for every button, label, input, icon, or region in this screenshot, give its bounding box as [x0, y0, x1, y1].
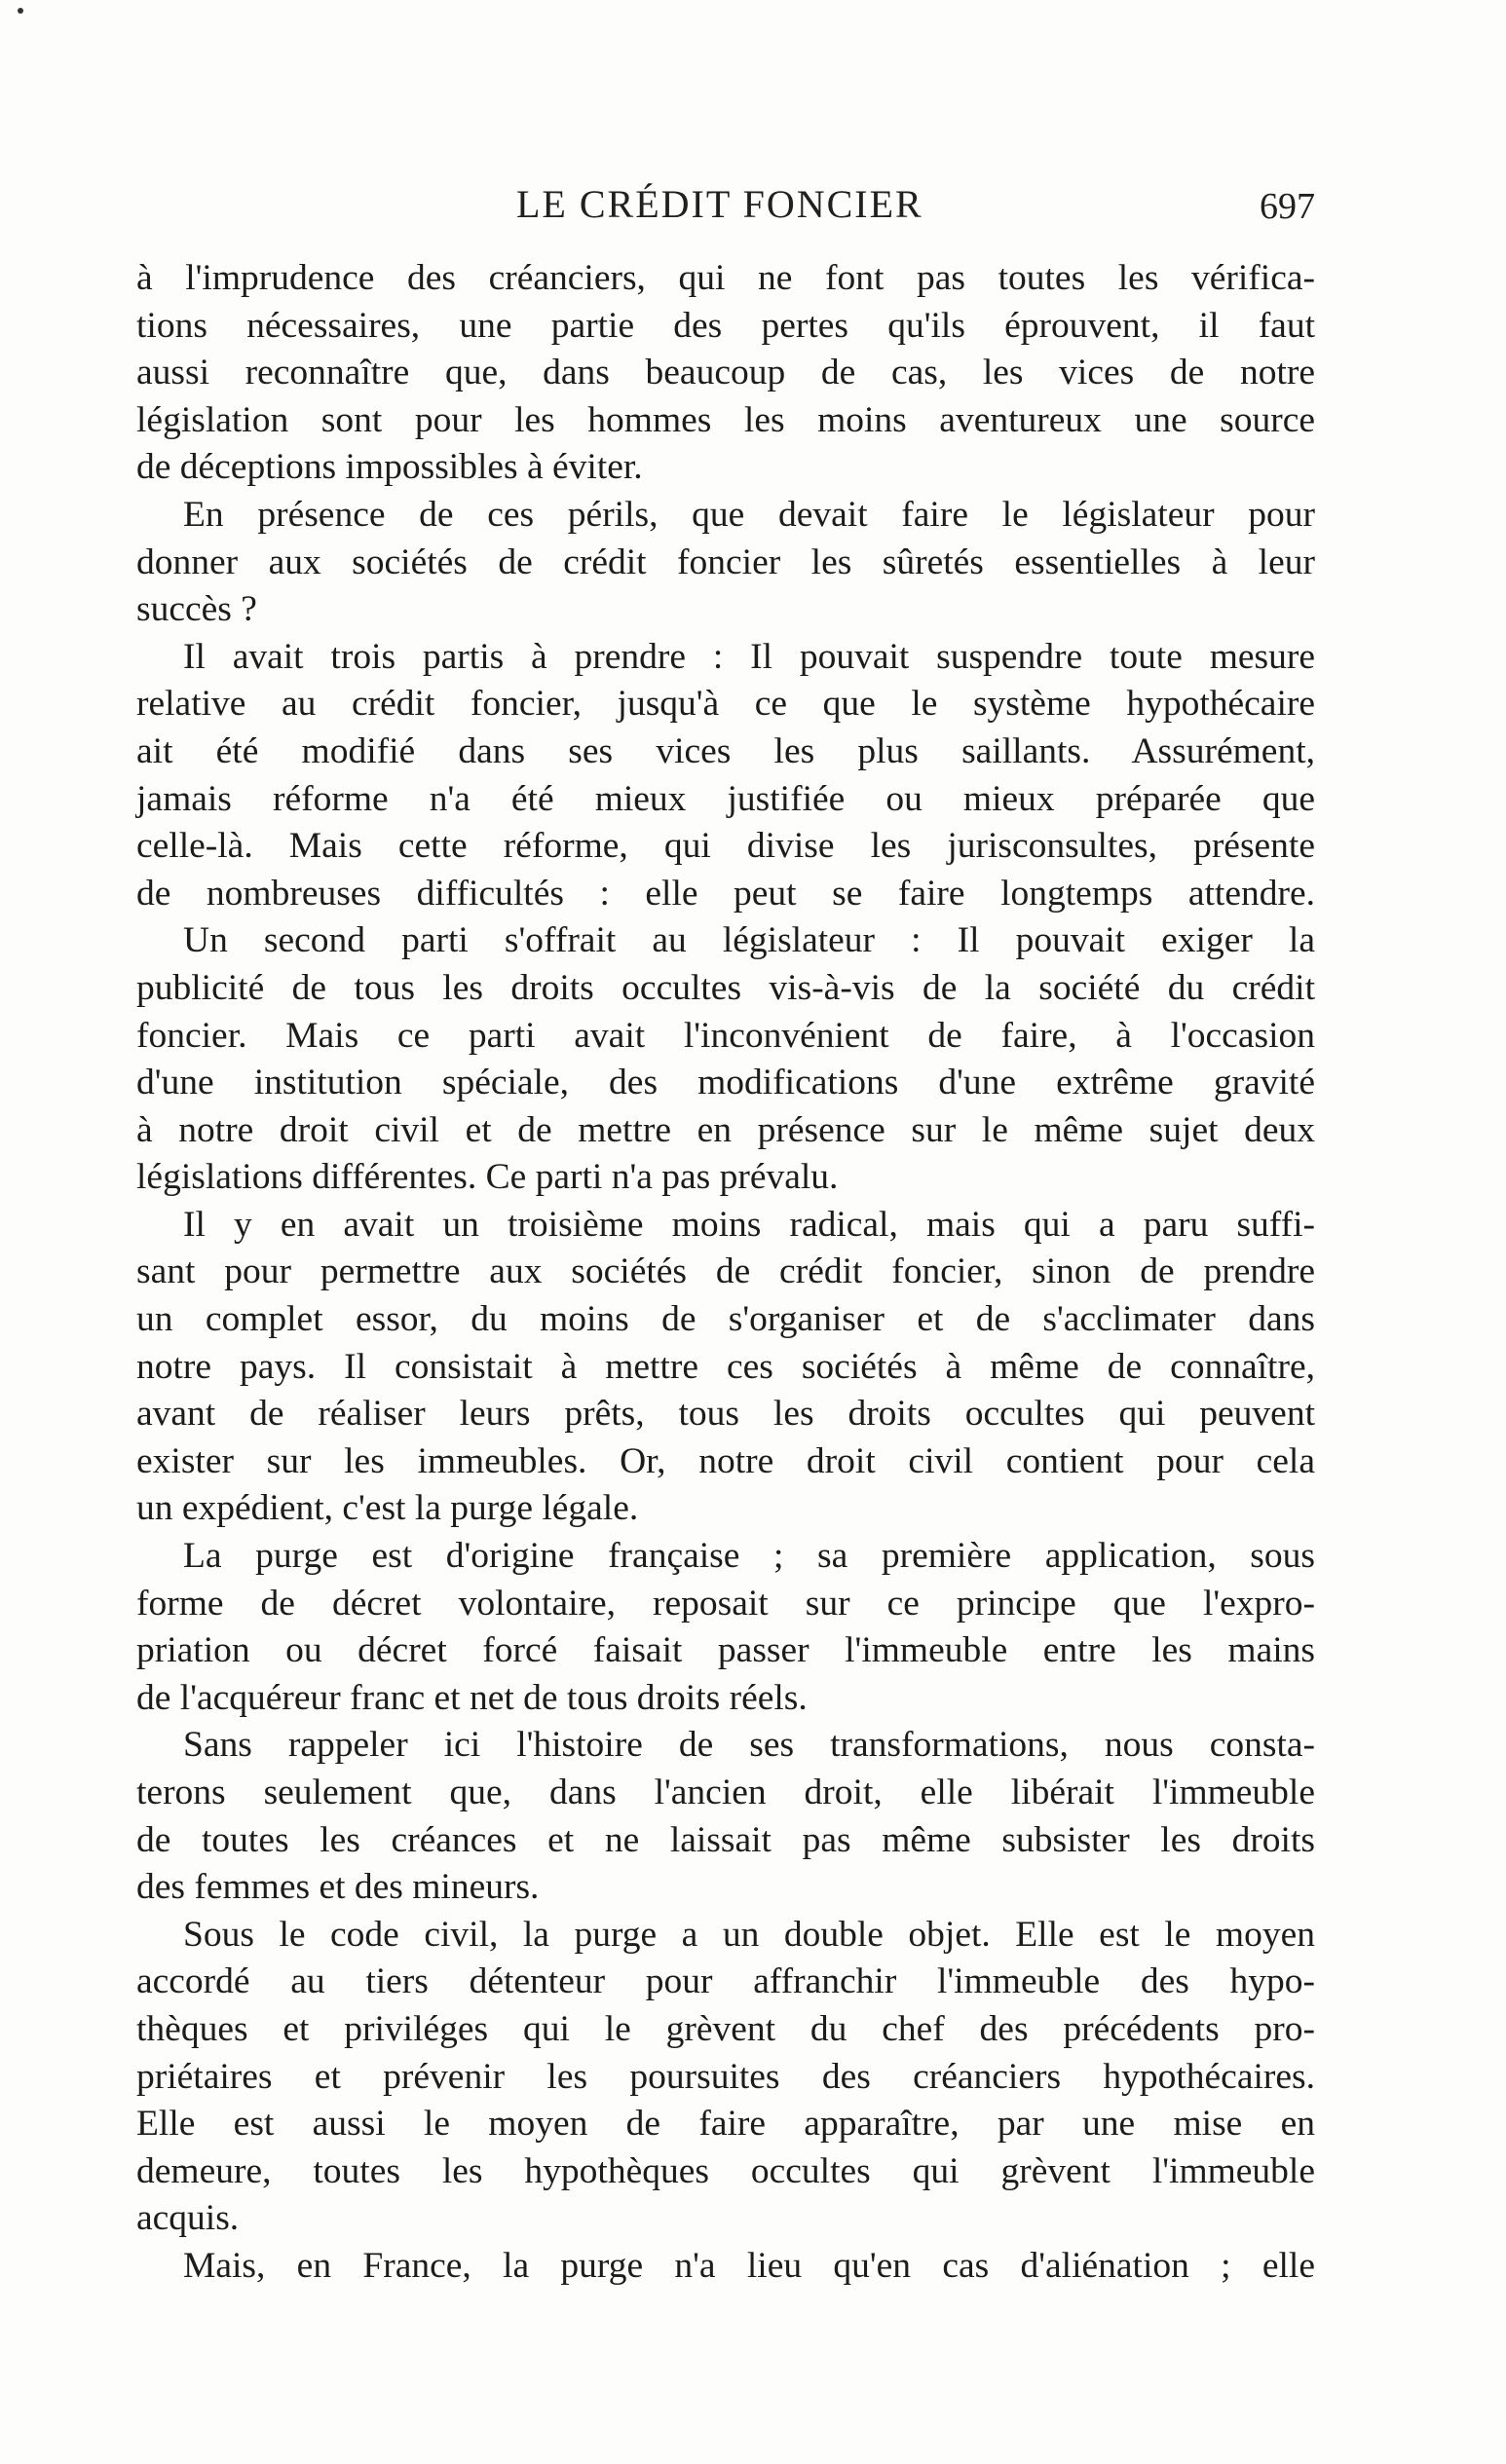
text-line: accordé au tiers détenteur pour affranchir l'immeuble des hypo- — [136, 1961, 1315, 2002]
text-line: d'une institution spéciale, des modifications d'une extrême gravité — [136, 1063, 1315, 1103]
text-line: Sous le code civil, la purge a un double objet. Elle est le moyen — [183, 1914, 1315, 1955]
text-line: de déceptions impossibles à éviter. — [136, 447, 643, 488]
ink-speck — [18, 8, 23, 14]
text-line: exister sur les immeubles. Or, notre droit civil contient pour cela — [136, 1440, 1315, 1481]
text-line: demeure, toutes les hypothèques occultes qui grèvent l'immeuble — [136, 2150, 1315, 2191]
text-line: tions nécessaires, une partie des pertes qu'ils éprouvent, il faut — [136, 305, 1315, 346]
text-line: thèques et priviléges qui le grèvent du chef des précédents pro- — [136, 2008, 1315, 2049]
text-line: publicité de tous les droits occultes vis-à-vis de la société du crédit — [136, 967, 1315, 1008]
running-head — [136, 181, 1315, 240]
running-title: LE CRÉDIT FONCIER — [516, 182, 923, 226]
text-line: acquis. — [136, 2198, 240, 2239]
text-line: relative au crédit foncier, jusqu'à ce que le système hypothécaire — [136, 684, 1315, 725]
text-line: législations différentes. Ce parti n'a pas prévalu. — [136, 1157, 839, 1198]
text-line: jamais réforme n'a été mieux justifiée ou mieux préparée que — [136, 778, 1315, 819]
text-line: de toutes les créances et ne laissait pas même subsister les droits — [136, 1819, 1315, 1860]
text-line: de nombreuses difficultés : elle peut se faire longtemps attendre. — [136, 873, 1315, 914]
text-line: priétaires et prévenir les poursuites des créanciers hypothécaires. — [136, 2056, 1315, 2097]
text-line: un complet essor, du moins de s'organiser et de s'acclimater dans — [136, 1299, 1315, 1340]
text-line: notre pays. Il consistait à mettre ces sociétés à même de connaître, — [136, 1346, 1315, 1387]
body-text — [136, 255, 1315, 2291]
text-line: terons seulement que, dans l'ancien droit, elle libérait l'immeuble — [136, 1773, 1315, 1812]
text-line: des femmes et des mineurs. — [136, 1867, 540, 1908]
text-line: aussi reconnaître que, dans beaucoup de cas, les vices de notre — [136, 353, 1315, 393]
page-number: 697 — [1260, 186, 1315, 227]
text-line: Mais, en France, la purge n'a lieu qu'en cas d'aliénation ; elle — [183, 2245, 1315, 2286]
text-line: ait été modifié dans ses vices les plus saillants. Assurément, — [136, 730, 1315, 771]
text-line: forme de décret volontaire, reposait sur ce principe que l'expro- — [136, 1583, 1315, 1624]
text-line: Un second parti s'offrait au législateur : Il pouvait exiger la — [183, 920, 1315, 961]
text-line: législation sont pour les hommes les moins aventureux une source — [136, 399, 1315, 440]
text-line: de l'acquéreur franc et net de tous droits réels. — [136, 1677, 808, 1718]
text-line: Il avait trois partis à prendre : Il pouvait suspendre toute mesure — [183, 636, 1315, 677]
text-line: succès ? — [136, 589, 257, 630]
text-line: sant pour permettre aux sociétés de crédit foncier, sinon de prendre — [136, 1251, 1315, 1292]
text-line: avant de réaliser leurs prêts, tous les droits occultes qui peuvent — [136, 1394, 1315, 1435]
text-line: donner aux sociétés de crédit foncier les sûretés essentielles à leur — [136, 541, 1315, 582]
text-line: à l'imprudence des créanciers, qui ne font pas toutes les vérifica- — [136, 258, 1315, 298]
text-line: Elle est aussi le moyen de faire apparaître, par une mise en — [136, 2104, 1315, 2145]
text-line: En présence de ces périls, que devait faire le législateur pour — [183, 494, 1315, 535]
text-line: celle-là. Mais cette réforme, qui divise les jurisconsultes, présente — [136, 826, 1315, 867]
text-line: La purge est d'origine française ; sa première application, sous — [183, 1536, 1315, 1577]
text-line: priation ou décret forcé faisait passer l'immeuble entre les mains — [136, 1630, 1315, 1671]
text-line: Il y en avait un troisième moins radical, mais qui a paru suffi- — [183, 1204, 1315, 1245]
text-line: à notre droit civil et de mettre en présence sur le même sujet deux — [136, 1109, 1315, 1150]
text-line: un expédient, c'est la purge légale. — [136, 1488, 639, 1529]
text-line: Sans rappeler ici l'histoire de ses transformations, nous consta- — [183, 1725, 1315, 1766]
text-line: foncier. Mais ce parti avait l'inconvénient de faire, à l'occasion — [136, 1015, 1315, 1056]
